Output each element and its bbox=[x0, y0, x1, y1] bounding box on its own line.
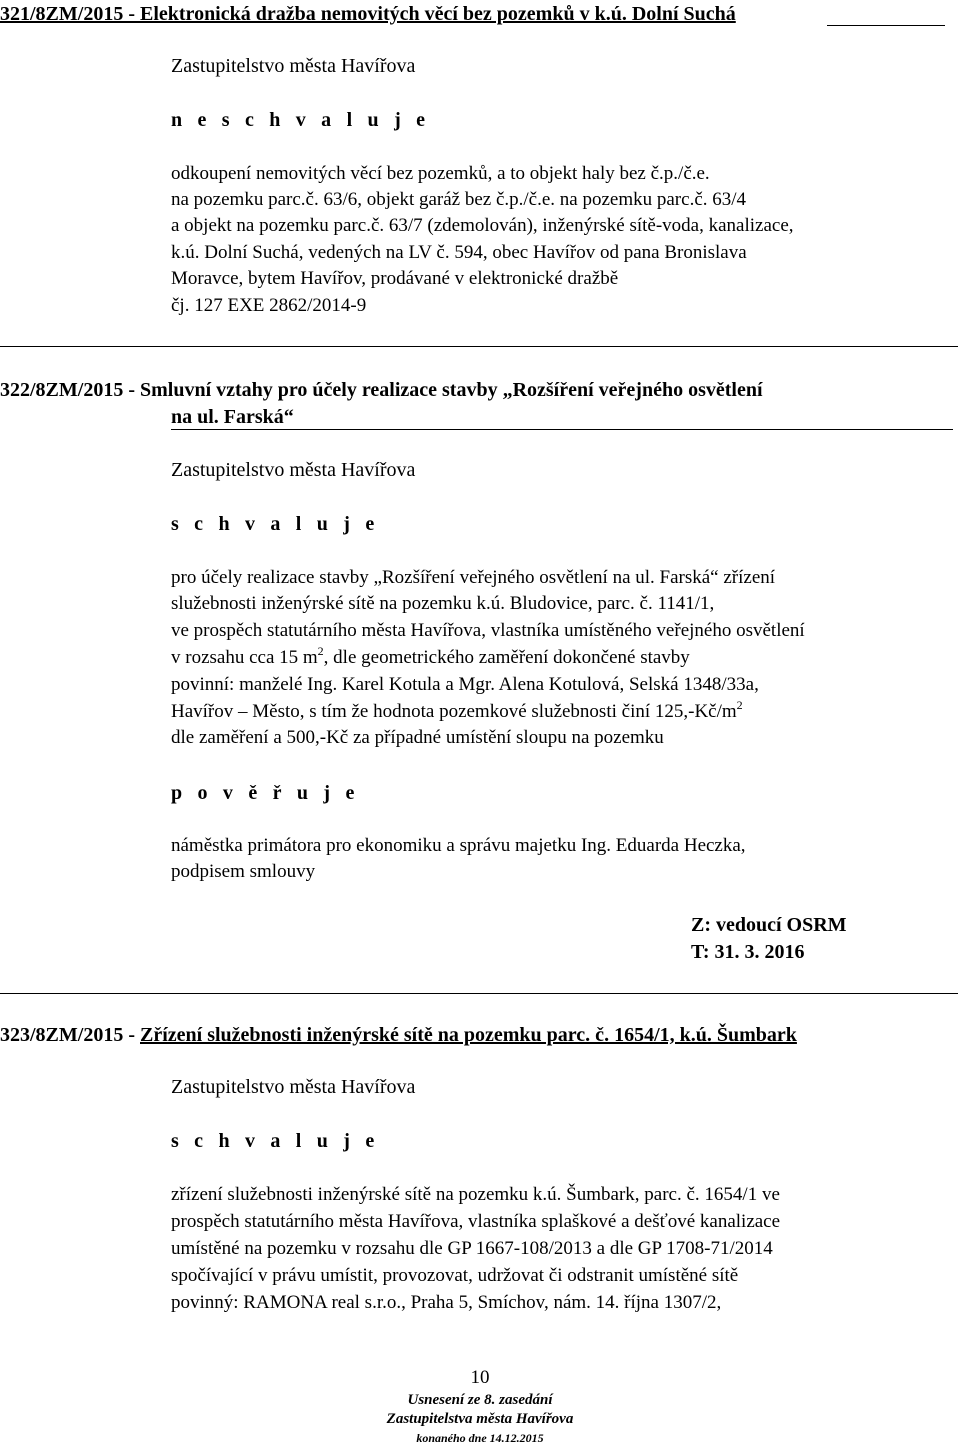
deadline: T: 31. 3. 2016 bbox=[691, 941, 805, 963]
page-number: 10 bbox=[470, 1367, 490, 1388]
section-322-heading: 322/8ZM/2015 - Smluvní vztahy pro účely realizace stavby „Rozšíření veřejného osvětlení bbox=[0, 379, 763, 401]
section-322-heading-line2: na ul. Farská“ bbox=[171, 407, 953, 430]
superscript: 2 bbox=[317, 644, 324, 658]
section-321-body-line: odkoupení nemovitých věcí bez pozemků, a to objekt haly bez č.p./č.e. bbox=[171, 163, 710, 184]
section-321-heading: 321/8ZM/2015 - Elektronická dražba nemovitých věcí bez pozemků v k.ú. Dolní Suchá bbox=[0, 3, 736, 25]
section-321-body-line: a objekt na pozemku parc.č. 63/7 (zdemolován), inženýrské sítě-voda, kanalizace, bbox=[171, 215, 794, 236]
section-divider bbox=[0, 346, 958, 347]
section-322-body-line: služebnosti inženýrské sítě na pozemku k.ú. Bludovice, parc. č. 1141/1, bbox=[171, 593, 715, 614]
section-323-verdict: s c h v a l u j e bbox=[171, 1130, 380, 1152]
section-322-body-line: Havířov – Město, s tím že hodnota pozemkové služebnosti činí $125,-Kč/m^2$ bbox=[171, 698, 743, 722]
section-321-body-line: čj. 127 EXE 2862/2014-9 bbox=[171, 295, 367, 316]
section-322-body2-line: podpisem smlouvy bbox=[171, 861, 316, 882]
section-divider bbox=[0, 993, 958, 994]
section-322-verdict2: p o v ě ř u j e bbox=[171, 782, 360, 804]
section-323-body-line: umístěné na pozemku v rozsahu dle GP 1667-108/2013 a dle GP 1708-71/2014 bbox=[171, 1238, 773, 1259]
section-323-council: Zastupitelstvo města Havířova bbox=[171, 1076, 416, 1098]
section-323-body-line: zřízení služebnosti inženýrské sítě na pozemku k.ú. Šumbark, parc. č. 1654/1 ve bbox=[171, 1184, 780, 1205]
section-321-council: Zastupitelstvo města Havířova bbox=[171, 55, 416, 77]
heading-underline-fill bbox=[827, 4, 945, 26]
superscript: 2 bbox=[736, 698, 743, 712]
section-323-body-line: povinný: RAMONA real s.r.o., Praha 5, Smíchov, nám. 14. října 1307/2, bbox=[171, 1292, 722, 1313]
section-322-council: Zastupitelstvo města Havířova bbox=[171, 459, 416, 481]
section-322-body-line: povinní: manželé Ing. Karel Kotula a Mgr. Alena Kotulová, Selská 1348/33a, bbox=[171, 674, 759, 695]
footer-line1: Usnesení ze 8. zasedání bbox=[407, 1392, 553, 1408]
section-321-body-line: na pozemku parc.č. 63/6, objekt garáž bez č.p./č.e. na pozemku parc.č. 63/4 bbox=[171, 189, 747, 210]
section-323-heading: 323/8ZM/2015 - Zřízení služebnosti inženýrské sítě na pozemku parc. č. 1654/1, k.ú. Šumbark bbox=[0, 1024, 797, 1046]
section-322-body-line: dle zaměření a 500,-Kč za případné umístění sloupu na pozemku bbox=[171, 727, 664, 748]
section-322-body-line: pro účely realizace stavby „Rozšíření veřejného osvětlení na ul. Farská“ zřízení bbox=[171, 567, 776, 588]
responsible-person: Z: vedoucí OSRM bbox=[691, 914, 847, 936]
footer-line2: Zastupitelstva města Havířova bbox=[386, 1411, 574, 1427]
section-323-body-line: spočívající v právu umístit, provozovat, udržovat či odstranit umístěné sítě bbox=[171, 1265, 739, 1286]
section-321-verdict: n e s c h v a l u j e bbox=[171, 109, 431, 131]
section-322-body2-line: náměstka primátora pro ekonomiku a správu majetku Ing. Eduarda Heczka, bbox=[171, 835, 746, 856]
section-322-body-line: ve prospěch statutárního města Havířova, vlastníka umístěného veřejného osvětlení bbox=[171, 620, 805, 641]
footer-line3: konaného dne 14.12.2015 bbox=[416, 1431, 544, 1445]
section-321-body-line: Moravce, bytem Havířov, prodávané v elektronické dražbě bbox=[171, 268, 619, 289]
section-323-body-line: prospěch statutárního města Havířova, vlastníka splaškové a dešťové kanalizace bbox=[171, 1211, 781, 1232]
section-322-body-line: v rozsahu cca 15 $m^2$, dle geometrického zaměření dokončené stavby bbox=[171, 644, 690, 668]
section-322-verdict: s c h v a l u j e bbox=[171, 513, 380, 535]
section-321-body-line: k.ú. Dolní Suchá, vedených na LV č. 594, obec Havířov od pana Bronislava bbox=[171, 242, 747, 263]
